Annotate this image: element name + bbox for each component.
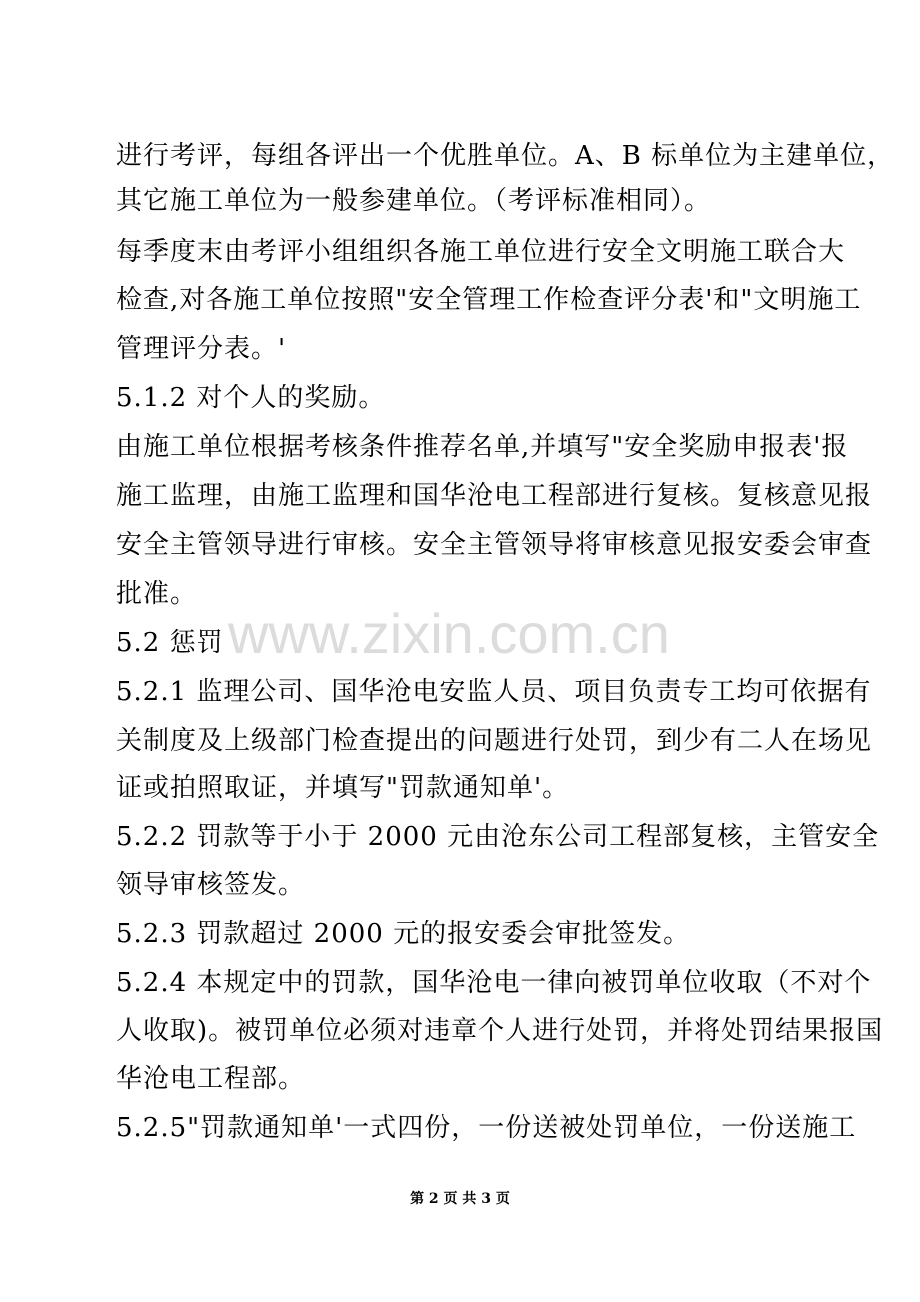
body-text-line: 检查,对各施工单位按照"安全管理工作检查评分表'和"文明施工 (116, 285, 862, 315)
body-text-line: 5.2.4 本规定中的罚款，国华沧电一律向被罚单位收取（不对个 (116, 968, 872, 998)
body-text-line: 施工监理，由施工监理和国华沧电工程部进行复核。复核意见报 (116, 481, 873, 511)
body-text-line: 5.2.3 罚款超过 2000 元的报安委会审批签发。 (116, 919, 691, 949)
body-text-line: 由施工单位根据考核条件推荐名单,并填写"安全奖励申报表'报 (116, 432, 849, 462)
body-text-line: 5.2.5"罚款通知单'一式四份，一份送被处罚单位，一份送施工 (116, 1113, 857, 1143)
body-text-line: 进行考评，每组各评出一个优胜单位。A、B 标单位为主建单位， (116, 141, 895, 171)
page-number-footer: 第 2 页 共 3 页 (410, 1191, 510, 1207)
body-text-line: 每季度末由考评小组组织各施工单位进行安全文明施工联合大 (116, 237, 846, 267)
watermark: www.zixin.com.cn (228, 602, 670, 665)
body-text-line: 证或拍照取证，并填写"罚款通知单'。 (116, 773, 570, 803)
body-text-line: 批准。 (116, 579, 198, 609)
body-text-line: 关制度及上级部门检查提出的问题进行处罚，到少有二人在场见 (116, 726, 873, 756)
body-text-line: 5.2.2 罚款等于小于 2000 元由沧东公司工程部复核，主管安全 (116, 822, 880, 852)
body-text-line: 人收取)。被罚单位必须对违章个人进行处罚，并将处罚结果报国 (116, 1016, 884, 1046)
body-text-line: 领导审核签发。 (116, 870, 306, 900)
section-heading-5-1-2: 5.1.2 对个人的奖励。 (116, 383, 386, 413)
section-heading-5-2: 5.2 惩罚 (116, 628, 224, 658)
body-text-line: 安全主管领导进行审核。安全主管领导将审核意见报安委会审查 (116, 530, 873, 560)
body-text-line: 华沧电工程部。 (116, 1064, 306, 1094)
body-text-line: 管理评分表。' (116, 334, 287, 364)
body-text-line: 5.2.1 监理公司、国华沧电安监人员、项目负责专工均可依据有 (116, 677, 872, 707)
body-text-line: 其它施工单位为一般参建单位。（考评标准相同）。 (116, 186, 712, 216)
